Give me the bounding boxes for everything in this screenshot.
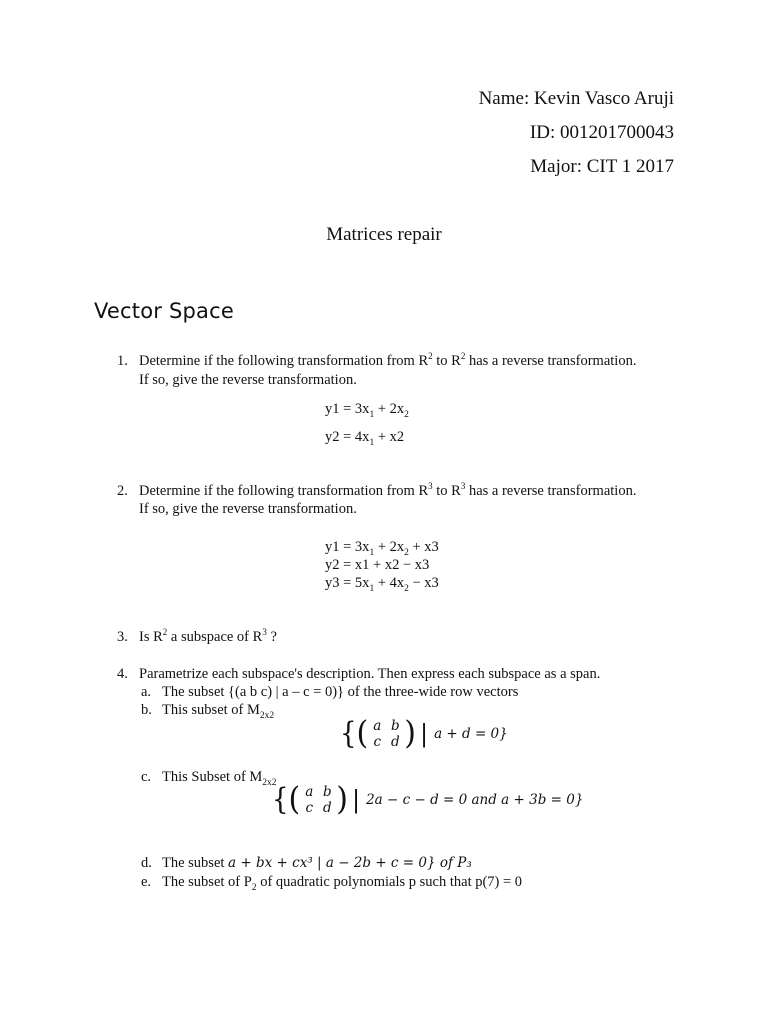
q4b-matrix-set: [340, 715, 508, 752]
matrix-entry: b: [390, 718, 400, 735]
q3-number: 3.: [117, 629, 128, 645]
q2-line1: Determine if the following transformation from $R^3$ to $R^3$ has a reverse transformation.: [139, 481, 637, 499]
q4b-condition: a + d = 0}: [434, 726, 508, 742]
q4a-text: The subset {(a b c) | a – c = 0)} of the three-wide row vectors: [162, 684, 519, 700]
q4b-label: b.: [141, 702, 152, 718]
q4d-label: d.: [141, 855, 152, 871]
q3-text: Is $R^2$ a subspace of $R^3$ ?: [139, 627, 277, 645]
q4c-condition: 2a − c − d = 0 and a + 3b = 0}: [366, 792, 584, 808]
student-name: Name: Kevin Vasco Aruji: [478, 88, 674, 109]
left-brace: {: [272, 782, 289, 818]
student-id: ID: 001201700043: [529, 122, 674, 143]
q4c-text: This Subset of $M_{2x2}$: [162, 769, 277, 788]
such-that-bar: |: [351, 786, 361, 814]
such-that-bar: |: [419, 720, 429, 748]
q1-line1: Determine if the following transformation from $R^2$ to $R^2$ has a reverse transformation.: [139, 351, 637, 369]
q4b-text: This subset of $M_{2x2}$: [162, 702, 275, 721]
q4d-text: The subset a + bx + cx³ | a − 2b + c = 0} of P₃: [162, 855, 472, 871]
q4c-matrix-set: [272, 781, 584, 818]
left-brace: {: [340, 716, 357, 752]
student-major: Major: CIT 1 2017: [530, 156, 674, 177]
q4c-label: c.: [141, 769, 152, 785]
document-title: Matrices repair: [326, 224, 442, 245]
q4a-label: a.: [141, 684, 152, 700]
q2-equation-1: $y1 = 3x_1 + 2x_2 + x3$: [325, 539, 439, 558]
q1-equation-1: $y1 = 3x_1 + 2x_2$: [325, 401, 409, 420]
q4-text: Parametrize each subspace's description. Then express each subspace as a span.: [139, 666, 601, 682]
matrix-entry: a: [373, 718, 382, 735]
left-paren: (: [356, 715, 369, 752]
q2-equation-2: y2 = x1 + x2 − x3: [325, 557, 430, 573]
q1-line2: If so, give the reverse transformation.: [139, 372, 357, 388]
matrix-entry: d: [322, 799, 332, 816]
matrix-entry: c: [305, 799, 314, 816]
right-paren: ): [404, 715, 416, 752]
q4c-matrix: [300, 785, 336, 814]
matrix-entry: d: [390, 733, 400, 750]
q4e-label: e.: [141, 874, 152, 890]
q4e-text: The subset of $P_2$ of quadratic polynomials p such that p(7) = 0: [162, 874, 523, 893]
q4b-matrix: [368, 719, 404, 748]
q2-line2: If so, give the reverse transformation.: [139, 501, 357, 517]
q2-equation-3: $y3 = 5x_1 + 4x_2 - x3$: [325, 575, 439, 594]
q1-number: 1.: [117, 353, 128, 369]
q1-equation-2: $y2 = 4x_1 + x2$: [325, 429, 405, 448]
q2-number: 2.: [117, 483, 128, 499]
matrix-entry: a: [305, 784, 314, 801]
matrix-entry: b: [322, 784, 332, 801]
section-title: Vector Space: [94, 299, 234, 323]
right-paren: ): [336, 781, 348, 818]
q4-number: 4.: [117, 666, 128, 682]
left-paren: (: [288, 781, 301, 818]
matrix-entry: c: [373, 733, 382, 750]
